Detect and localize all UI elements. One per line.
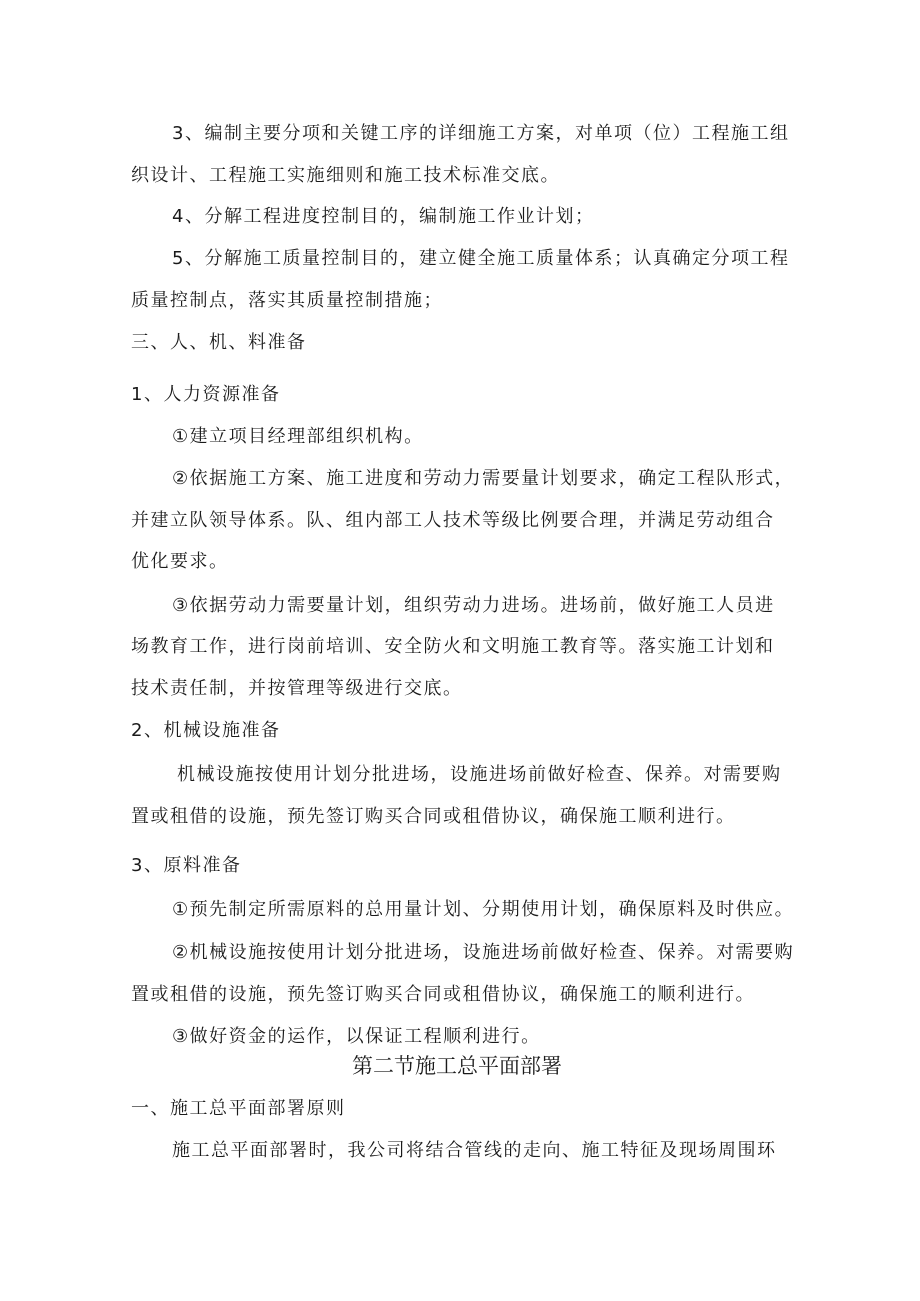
list-item: ①预先制定所需原料的总用量计划、分期使用计划，确保原料及时供应。: [172, 899, 795, 920]
section-heading: 一、施工总平面部署原则: [131, 1098, 346, 1119]
paragraph-line: 3、编制主要分项和关键工序的详细施工方案，对单项（位）工程施工组: [172, 123, 790, 144]
paragraph-line: 质量控制点，落实其质量控制措施；: [131, 290, 443, 311]
list-item: ②机械设施按使用计划分批进场，设施进场前做好检查、保养。对需要购: [172, 942, 795, 963]
subsection-heading: 3、原料准备: [131, 855, 242, 876]
list-item: ②依据施工方案、施工进度和劳动力需要量计划要求，确定工程队形式，: [172, 468, 795, 489]
section-heading: 三、人、机、料准备: [131, 332, 307, 353]
paragraph-line: 场教育工作，进行岗前培训、安全防火和文明施工教育等。落实施工计划和: [131, 636, 775, 657]
paragraph-line: 技术责任制，并按管理等级进行交底。: [131, 678, 463, 699]
paragraph-line: 施工总平面部署时，我公司将结合管线的走向、施工特征及现场周围环: [172, 1140, 777, 1161]
list-item: ③依据劳动力需要量计划，组织劳动力进场。进场前，做好施工人员进: [172, 595, 775, 616]
list-item: ③做好资金的运作，以保证工程顺利进行。: [172, 1026, 541, 1047]
paragraph-line: 5、分解施工质量控制目的，建立健全施工质量体系；认真确定分项工程: [172, 248, 790, 269]
list-item: ①建立项目经理部组织机构。: [172, 426, 424, 447]
paragraph-line: 置或租借的设施，预先签订购买合同或租借协议，确保施工顺利进行。: [131, 806, 736, 827]
subsection-heading: 1、人力资源准备: [131, 384, 281, 405]
paragraph-line: 4、分解工程进度控制目的，编制施工作业计划；: [172, 206, 595, 227]
paragraph-line: 并建立队领导体系。队、组内部工人技术等级比例要合理，并满足劳动组合: [131, 510, 775, 531]
paragraph-line: 置或租借的设施，预先签订购买合同或租借协议，确保施工的顺利进行。: [131, 984, 755, 1005]
subsection-heading: 2、机械设施准备: [131, 720, 281, 741]
paragraph-line: 优化要求。: [131, 551, 229, 572]
paragraph-line: 织设计、工程施工实施细则和施工技术标准交底。: [131, 165, 560, 186]
section-title: 第二节施工总平面部署: [352, 1054, 562, 1078]
paragraph-line: 机械设施按使用计划分批进场，设施进场前做好检查、保养。对需要购: [177, 764, 782, 785]
